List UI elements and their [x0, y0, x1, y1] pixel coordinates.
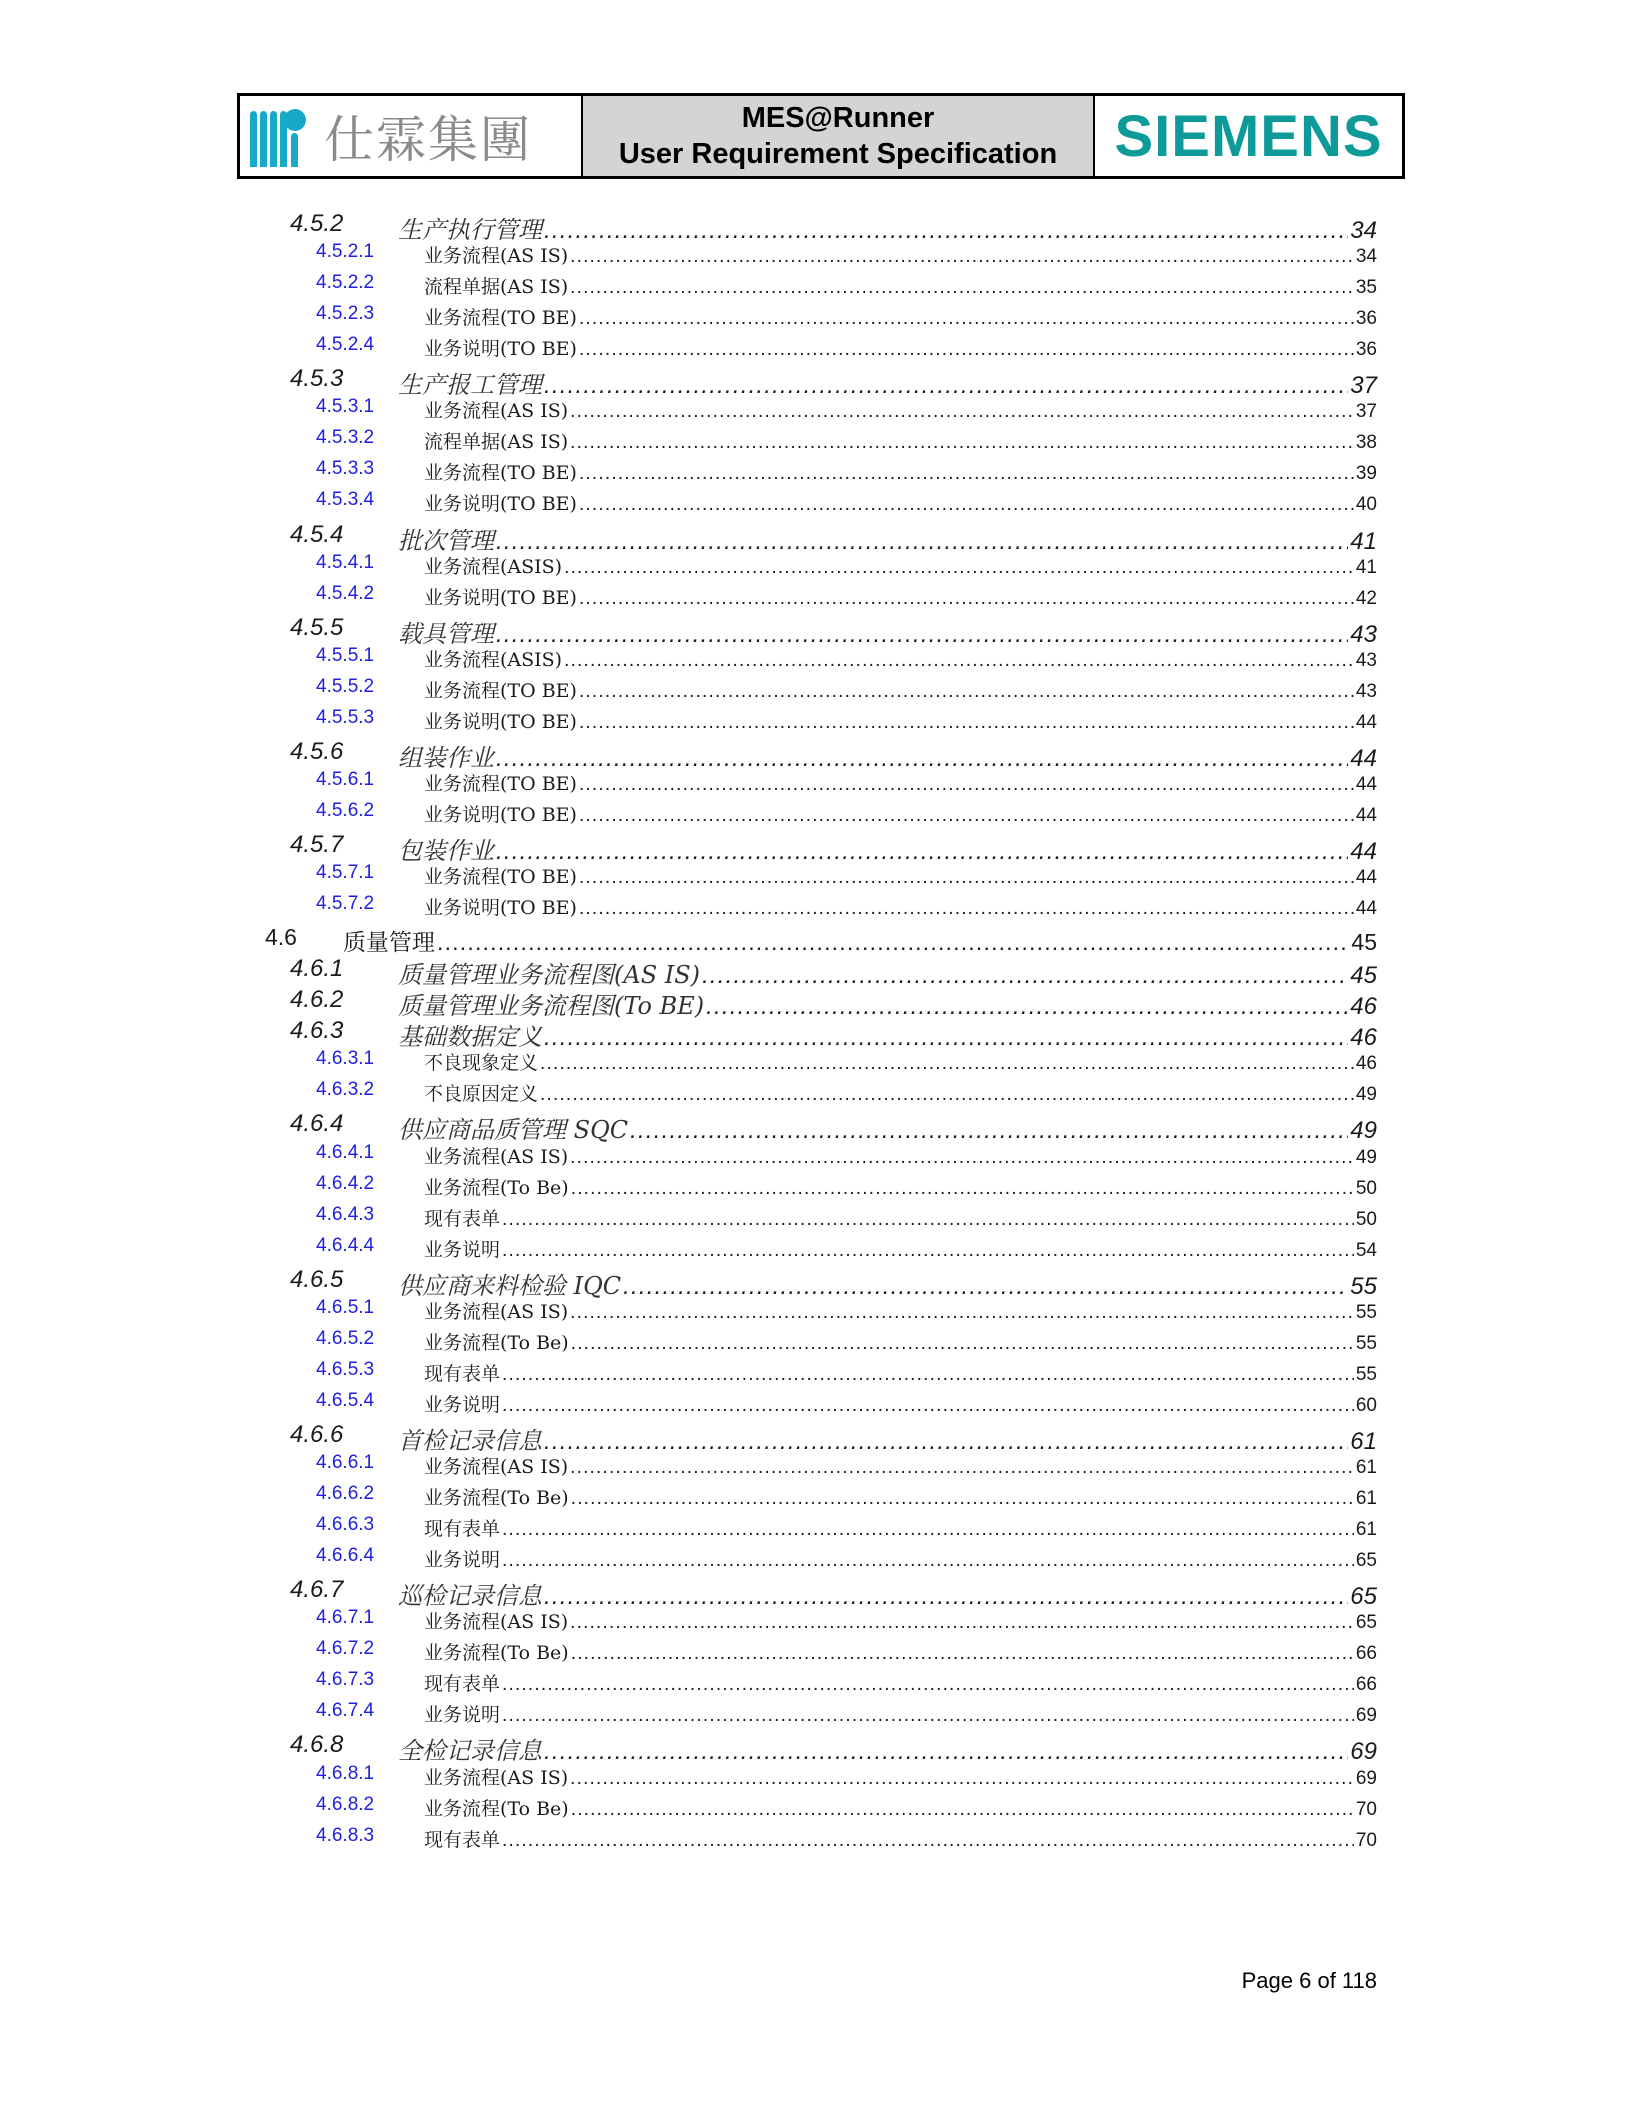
toc-entry-number[interactable]: 4.6.4	[290, 1110, 344, 1138]
toc-entry-page[interactable]: 44	[1355, 804, 1377, 826]
toc-entry-page[interactable]: 44	[1355, 711, 1377, 733]
toc-dot-leader	[540, 1053, 1354, 1075]
toc-entry-number[interactable]: 4.5.7.2	[316, 893, 375, 915]
toc-entry-title[interactable]: 业务说明(TO BE)	[424, 586, 577, 609]
toc-entry-number[interactable]: 4.6.5.4	[316, 1389, 375, 1411]
toc-dot-leader	[571, 1178, 1354, 1200]
toc-dot-leader	[571, 1643, 1354, 1665]
toc-entry-page[interactable]: 37	[1350, 372, 1377, 400]
toc-entry-page[interactable]: 61	[1355, 1519, 1377, 1541]
toc-entry[interactable]	[290, 955, 1377, 990]
toc-dot-leader	[571, 1799, 1354, 1821]
toc-entry[interactable]	[316, 552, 1377, 583]
toc-entry-title[interactable]: 业务流程(To Be)	[424, 1487, 569, 1510]
toc-entry-page[interactable]: 42	[1355, 587, 1377, 609]
toc-entry-page[interactable]: 34	[1355, 246, 1377, 268]
toc-entry-title[interactable]: 业务流程(TO BE)	[424, 772, 577, 795]
toc-entry-title[interactable]: 载具管理	[398, 619, 494, 648]
toc-entry-page[interactable]: 61	[1350, 1427, 1377, 1455]
toc-dot-leader	[579, 588, 1354, 610]
toc-entry-number[interactable]: 4.6.4.4	[316, 1234, 375, 1256]
toc-entry-number[interactable]: 4.6.7.3	[316, 1669, 375, 1691]
company-logo-text: 仕霖集團	[324, 111, 532, 169]
toc-entry-page[interactable]: 61	[1355, 1457, 1377, 1478]
toc-dot-leader	[570, 1302, 1354, 1324]
toc-entry-title[interactable]: 业务流程(AS IS)	[424, 1145, 569, 1168]
toc-entry-page[interactable]: 65	[1355, 1550, 1377, 1572]
toc-entry-page[interactable]: 49	[1350, 1117, 1377, 1145]
toc-entry[interactable]	[316, 583, 1377, 614]
toc-entry[interactable]	[316, 303, 1377, 334]
toc-entry-page[interactable]: 39	[1355, 463, 1377, 485]
toc-entry[interactable]	[316, 396, 1377, 427]
toc-dot-leader	[502, 1519, 1354, 1541]
toc-entry[interactable]	[316, 1545, 1377, 1576]
toc-entry-title[interactable]: 包装作业	[398, 837, 494, 865]
toc-entry-title[interactable]: 供应商来料检验 IQC	[398, 1271, 622, 1300]
toc-entry-page[interactable]: 69	[1350, 1738, 1377, 1766]
toc-entry-page[interactable]: 70	[1355, 1798, 1377, 1820]
toc-entry-page[interactable]: 49	[1355, 1084, 1377, 1106]
toc-entry-title[interactable]: 质量管理	[343, 930, 435, 957]
document-title	[583, 96, 1095, 176]
toc-entry-page[interactable]: 44	[1350, 838, 1377, 865]
toc-dot-leader	[437, 929, 1349, 956]
toc-entry[interactable]	[316, 1142, 1377, 1173]
toc-entry[interactable]	[290, 365, 1377, 400]
toc-dot-leader	[502, 1705, 1354, 1727]
toc-entry-number[interactable]: 4.5.5.3	[316, 706, 375, 728]
toc-entry-page[interactable]: 69	[1355, 1767, 1377, 1789]
toc-entry-page[interactable]: 45	[1351, 929, 1377, 956]
document-title-line1: MES@Runner	[741, 102, 935, 134]
toc-dot-leader	[502, 1209, 1354, 1231]
toc-entry[interactable]	[316, 1514, 1377, 1545]
toc-entry-number[interactable]: 4.6.4.1	[316, 1141, 375, 1163]
toc-entry[interactable]	[316, 769, 1377, 800]
toc-entry[interactable]	[316, 1638, 1377, 1669]
toc-entry[interactable]	[316, 1483, 1377, 1514]
toc-entry-page[interactable]: 40	[1355, 494, 1377, 516]
toc-entry[interactable]	[290, 1731, 1377, 1766]
toc-entry[interactable]	[316, 800, 1377, 831]
toc-entry-title[interactable]: 业务流程(TO BE)	[424, 866, 577, 889]
toc-entry-number[interactable]: 4.6.5	[290, 1265, 344, 1293]
toc-entry-page[interactable]: 55	[1355, 1301, 1377, 1323]
toc-entry[interactable]	[316, 1173, 1377, 1204]
toc-dot-leader	[502, 1674, 1354, 1696]
page-number: Page 6 of 118	[1241, 1968, 1377, 1993]
toc-entry-number[interactable]: 4.6.4.3	[316, 1203, 375, 1225]
toc-dot-leader	[570, 1147, 1354, 1169]
toc-entry-title[interactable]: 业务流程(TO BE)	[424, 679, 577, 702]
toc-entry-title[interactable]: 业务说明(TO BE)	[424, 803, 577, 826]
toc-entry-title[interactable]: 流程单据(AS IS)	[424, 431, 569, 454]
toc-dot-leader	[579, 774, 1354, 796]
toc-entry-title[interactable]: 业务说明(TO BE)	[424, 897, 577, 920]
toc-entry-number[interactable]: 4.5.4.2	[316, 582, 375, 604]
toc-dot-leader	[570, 1768, 1354, 1790]
toc-entry-title[interactable]: 业务流程(AS IS)	[424, 1766, 569, 1789]
toc-entry-number[interactable]: 4.5.3.3	[316, 458, 375, 480]
toc-entry[interactable]	[316, 489, 1377, 520]
toc-entry-number[interactable]: 4.5.7	[290, 831, 344, 858]
toc-entry-number[interactable]: 4.6.7	[290, 1576, 344, 1604]
toc-entry-title[interactable]: 现有表单	[424, 1828, 501, 1851]
toc-entry[interactable]	[290, 210, 1377, 244]
toc-entry[interactable]	[316, 1297, 1377, 1328]
toc-dot-leader	[571, 1488, 1354, 1510]
toc-dot-leader	[502, 1364, 1354, 1386]
toc-entry-title[interactable]: 生产报工管理	[398, 371, 542, 400]
toc-dot-leader	[540, 1084, 1354, 1106]
toc-dot-leader	[570, 1457, 1354, 1479]
toc-entry-page[interactable]: 70	[1355, 1829, 1377, 1851]
toc-entry-page[interactable]: 50	[1355, 1177, 1377, 1199]
toc-entry[interactable]	[316, 676, 1377, 707]
toc-entry-page[interactable]: 43	[1355, 680, 1377, 702]
toc-entry-title[interactable]: 业务流程(AS IS)	[424, 245, 569, 268]
toc-dot-leader	[502, 1240, 1354, 1262]
toc-entry-number[interactable]: 4.6.3	[290, 1017, 344, 1045]
siemens-logo-text: SIEMENS	[1114, 103, 1383, 169]
toc-entry[interactable]	[316, 1235, 1377, 1266]
toc-entry-number[interactable]: 4.6.2	[290, 986, 344, 1014]
toc-entry-page[interactable]: 44	[1350, 744, 1377, 772]
toc-entry-page[interactable]: 36	[1355, 308, 1377, 330]
toc-dot-leader	[579, 308, 1354, 330]
toc-entry-number[interactable]: 4.5.4	[290, 520, 344, 548]
toc-entry-title[interactable]: 业务流程(To Be)	[424, 1331, 569, 1354]
toc-dot-leader	[502, 1830, 1354, 1852]
toc-dot-leader	[579, 712, 1354, 734]
toc-entry-number[interactable]: 4.6.6	[290, 1420, 344, 1448]
toc-entry-number[interactable]: 4.6.8.1	[316, 1762, 375, 1784]
toc-dot-leader	[579, 463, 1354, 485]
toc-entry[interactable]	[316, 645, 1377, 676]
toc-entry-title[interactable]: 业务说明(TO BE)	[424, 710, 577, 733]
toc-entry-title[interactable]: 现有表单	[424, 1673, 501, 1696]
toc-entry-page[interactable]: 41	[1350, 527, 1377, 555]
toc-entry-page[interactable]: 46	[1355, 1053, 1377, 1075]
toc-entry-title[interactable]: 业务流程(To Be)	[424, 1176, 569, 1199]
toc-entry-title[interactable]: 业务流程(ASIS)	[424, 555, 563, 578]
toc-dot-leader	[570, 1612, 1354, 1634]
toc-entry-page[interactable]: 50	[1355, 1208, 1377, 1230]
toc-entry-title[interactable]: 业务流程(TO BE)	[424, 307, 577, 330]
toc-entry-page[interactable]: 45	[1350, 962, 1377, 990]
toc-entry-number[interactable]: 4.6.8.3	[316, 1824, 375, 1846]
toc-dot-leader	[570, 277, 1354, 299]
toc-entry-number[interactable]: 4.5.2.2	[316, 272, 375, 294]
toc-dot-leader	[570, 246, 1354, 268]
toc-entry[interactable]	[290, 1420, 1377, 1455]
toc-entry[interactable]	[316, 1794, 1377, 1825]
toc-entry-page[interactable]: 55	[1355, 1363, 1377, 1385]
toc-entry-title[interactable]: 不良现象定义	[424, 1052, 539, 1075]
toc-entry-page[interactable]: 43	[1355, 649, 1377, 671]
toc-entry[interactable]	[316, 1452, 1377, 1483]
toc-entry-page[interactable]: 66	[1355, 1643, 1377, 1665]
toc-entry-title[interactable]: 首检记录信息	[398, 1426, 542, 1455]
toc-entry-number[interactable]: 4.6.7.2	[316, 1638, 375, 1660]
toc-entry-page[interactable]: 54	[1355, 1239, 1377, 1261]
toc-entry-title[interactable]: 质量管理业务流程图(To BE)	[398, 992, 705, 1021]
toc-entry[interactable]	[316, 1359, 1377, 1390]
toc-entry[interactable]	[290, 831, 1377, 865]
toc-entry-number[interactable]: 4.6.5.3	[316, 1358, 375, 1380]
toc-entry-title[interactable]: 组装作业	[398, 743, 494, 772]
toc-dot-leader	[564, 650, 1354, 672]
toc-entry-page[interactable]: 55	[1355, 1332, 1377, 1354]
toc-entry-number[interactable]: 4.5.5	[290, 613, 344, 641]
document-title-line2: User Requirement Specification	[618, 138, 1058, 170]
toc-entry[interactable]	[316, 427, 1377, 458]
toc-entry-number[interactable]: 4.5.2.4	[316, 334, 375, 356]
toc-entry-number[interactable]: 4.6.5.1	[316, 1296, 375, 1318]
toc-entry-page[interactable]: 34	[1350, 217, 1377, 244]
toc-entry-page[interactable]: 55	[1350, 1272, 1377, 1300]
toc-entry[interactable]	[316, 893, 1377, 924]
toc-entry-number[interactable]: 4.6.7.4	[316, 1700, 375, 1722]
toc-entry-page[interactable]: 65	[1355, 1612, 1377, 1634]
toc-entry[interactable]	[290, 520, 1377, 555]
toc-entry[interactable]	[316, 1048, 1377, 1079]
company-logo	[240, 96, 583, 176]
toc-entry-title[interactable]: 业务流程(TO BE)	[424, 462, 577, 485]
toc-entry[interactable]	[290, 1110, 1377, 1145]
toc-dot-leader	[579, 805, 1354, 827]
toc-dot-leader	[571, 1333, 1354, 1355]
toc-entry-number[interactable]: 4.6.6.2	[316, 1483, 375, 1505]
toc-entry-title[interactable]: 业务流程(AS IS)	[424, 1456, 569, 1478]
toc-entry-title[interactable]: 供应商品质管理 SQC	[398, 1116, 629, 1145]
toc-entry-number[interactable]: 4.5.6	[290, 737, 344, 765]
toc-entry-title[interactable]: 业务流程(AS IS)	[424, 1611, 569, 1634]
toc-entry[interactable]	[316, 1763, 1377, 1794]
toc-entry-page[interactable]: 65	[1350, 1583, 1377, 1611]
toc-entry-page[interactable]: 46	[1350, 1024, 1377, 1052]
toc-dot-leader	[579, 494, 1354, 516]
toc-entry-title[interactable]: 业务流程(To Be)	[424, 1797, 569, 1820]
toc-entry-title[interactable]: 业务说明(TO BE)	[424, 493, 577, 516]
toc-entry-page[interactable]: 36	[1355, 339, 1377, 361]
toc-dot-leader	[579, 867, 1354, 889]
toc-entry-page[interactable]: 66	[1355, 1674, 1377, 1696]
toc-entry-page[interactable]: 69	[1355, 1705, 1377, 1727]
toc-entry-number[interactable]: 4.6.6.4	[316, 1545, 375, 1567]
toc-entry-title[interactable]: 不良原因定义	[424, 1083, 539, 1106]
toc-entry-title[interactable]: 现有表单	[424, 1207, 501, 1230]
toc-entry-number[interactable]: 4.6	[265, 924, 297, 951]
toc-entry-title[interactable]: 生产执行管理	[398, 216, 542, 244]
toc-entry[interactable]	[316, 1390, 1377, 1421]
toc-entry[interactable]	[316, 1669, 1377, 1700]
toc-entry-page[interactable]: 49	[1355, 1146, 1377, 1168]
toc-entry[interactable]	[316, 458, 1377, 489]
toc-entry-title[interactable]: 批次管理	[398, 526, 494, 555]
toc-entry[interactable]	[316, 1328, 1377, 1359]
toc-entry[interactable]	[316, 862, 1377, 893]
toc-entry[interactable]	[316, 1204, 1377, 1235]
toc-dot-leader	[579, 339, 1354, 361]
toc-entry-page[interactable]: 46	[1350, 993, 1377, 1021]
toc-dot-leader	[564, 557, 1354, 579]
toc-entry[interactable]	[290, 1017, 1377, 1052]
toc-entry-number[interactable]: 4.6.6.3	[316, 1514, 375, 1536]
toc-entry-page[interactable]: 44	[1355, 867, 1377, 889]
toc-entry-number[interactable]: 4.5.3	[290, 365, 344, 393]
toc-dot-leader	[502, 1395, 1354, 1417]
toc-entry-title[interactable]: 巡检记录信息	[398, 1582, 542, 1611]
company-logo-icon	[250, 105, 308, 167]
toc-entry-title[interactable]: 业务流程(AS IS)	[424, 400, 569, 423]
toc-entry[interactable]	[316, 241, 1377, 272]
toc-entry-number[interactable]: 4.6.1	[290, 955, 344, 983]
toc-entry-number[interactable]: 4.5.5.1	[316, 644, 375, 666]
toc-entry-page[interactable]: 43	[1350, 620, 1377, 648]
toc-entry[interactable]	[290, 986, 1377, 1021]
toc-entry[interactable]	[316, 1607, 1377, 1638]
toc-entry-number[interactable]: 4.6.3.1	[316, 1048, 375, 1070]
toc-entry-number[interactable]: 4.5.2.3	[316, 303, 375, 325]
toc-entry[interactable]	[290, 737, 1377, 772]
toc-entry-page[interactable]: 44	[1355, 898, 1377, 920]
toc-entry-title[interactable]: 业务说明	[424, 1704, 501, 1727]
toc-entry[interactable]	[290, 1576, 1377, 1611]
toc-entry-number[interactable]: 4.6.6.1	[316, 1452, 375, 1473]
toc-entry-title[interactable]: 业务流程(AS IS)	[424, 1300, 569, 1323]
toc-entry[interactable]	[316, 707, 1377, 738]
toc-entry-title[interactable]: 业务说明	[424, 1393, 501, 1416]
toc-entry-number[interactable]: 4.5.4.1	[316, 551, 375, 573]
toc-entry-title[interactable]: 业务说明	[424, 1549, 501, 1572]
toc-entry-title[interactable]: 业务说明(TO BE)	[424, 338, 577, 361]
toc-entry[interactable]	[316, 1700, 1377, 1731]
toc-entry-number[interactable]: 4.5.6.2	[316, 799, 375, 821]
toc-entry-title[interactable]: 全检记录信息	[398, 1737, 542, 1766]
toc-entry-number[interactable]: 4.5.2.1	[316, 241, 375, 263]
toc-entry-number[interactable]: 4.5.7.1	[316, 862, 375, 884]
toc-entry[interactable]	[316, 1825, 1377, 1856]
toc-entry-number[interactable]: 4.5.3.1	[316, 396, 375, 418]
toc-entry-page[interactable]: 38	[1355, 432, 1377, 454]
toc-entry-page[interactable]: 44	[1355, 773, 1377, 795]
toc-entry-number[interactable]: 4.6.7.1	[316, 1607, 375, 1629]
toc-entry-title[interactable]: 业务流程(ASIS)	[424, 648, 563, 671]
toc-entry-page[interactable]: 41	[1355, 556, 1377, 578]
toc-dot-leader	[579, 681, 1354, 703]
document-header	[237, 93, 1405, 179]
toc-entry-number[interactable]: 4.5.6.1	[316, 768, 375, 790]
toc-entry-page[interactable]: 35	[1355, 277, 1377, 299]
toc-dot-leader	[502, 1550, 1354, 1572]
toc-entry[interactable]	[316, 1079, 1377, 1110]
toc-entry-number[interactable]: 4.6.4.2	[316, 1172, 375, 1194]
toc-entry[interactable]	[316, 334, 1377, 365]
toc-entry-title[interactable]: 流程单据(AS IS)	[424, 276, 569, 299]
toc-dot-leader	[579, 898, 1354, 920]
toc-entry-title[interactable]: 业务说明	[424, 1238, 501, 1261]
toc-entry[interactable]	[290, 613, 1377, 648]
toc-entry-number[interactable]: 4.6.8	[290, 1731, 344, 1759]
toc-entry-number[interactable]: 4.6.5.2	[316, 1327, 375, 1349]
toc-entry-number[interactable]: 4.5.2	[290, 210, 344, 237]
toc-dot-leader	[570, 432, 1354, 454]
toc-entry[interactable]	[265, 924, 1377, 955]
toc-dot-leader	[570, 401, 1354, 423]
toc-entry-page[interactable]: 60	[1355, 1394, 1377, 1416]
toc-entry-page[interactable]: 61	[1355, 1488, 1377, 1510]
siemens-logo	[1095, 96, 1402, 176]
toc-entry-title[interactable]: 现有表单	[424, 1518, 501, 1541]
toc-entry-number[interactable]: 4.6.3.2	[316, 1079, 375, 1101]
toc-entry-number[interactable]: 4.6.8.2	[316, 1793, 375, 1815]
toc-entry-number[interactable]: 4.5.3.2	[316, 427, 375, 449]
toc-entry-title[interactable]: 现有表单	[424, 1362, 501, 1385]
toc-entry[interactable]	[290, 1265, 1377, 1300]
toc-entry-title[interactable]: 基础数据定义	[398, 1023, 542, 1052]
toc-entry-title[interactable]: 质量管理业务流程图(AS IS)	[398, 961, 701, 990]
toc-entry-number[interactable]: 4.5.5.2	[316, 675, 375, 697]
toc-entry-page[interactable]: 37	[1355, 401, 1377, 423]
toc-entry[interactable]	[316, 272, 1377, 303]
toc-entry-title[interactable]: 业务流程(To Be)	[424, 1642, 569, 1665]
toc-entry-number[interactable]: 4.5.3.4	[316, 489, 375, 511]
